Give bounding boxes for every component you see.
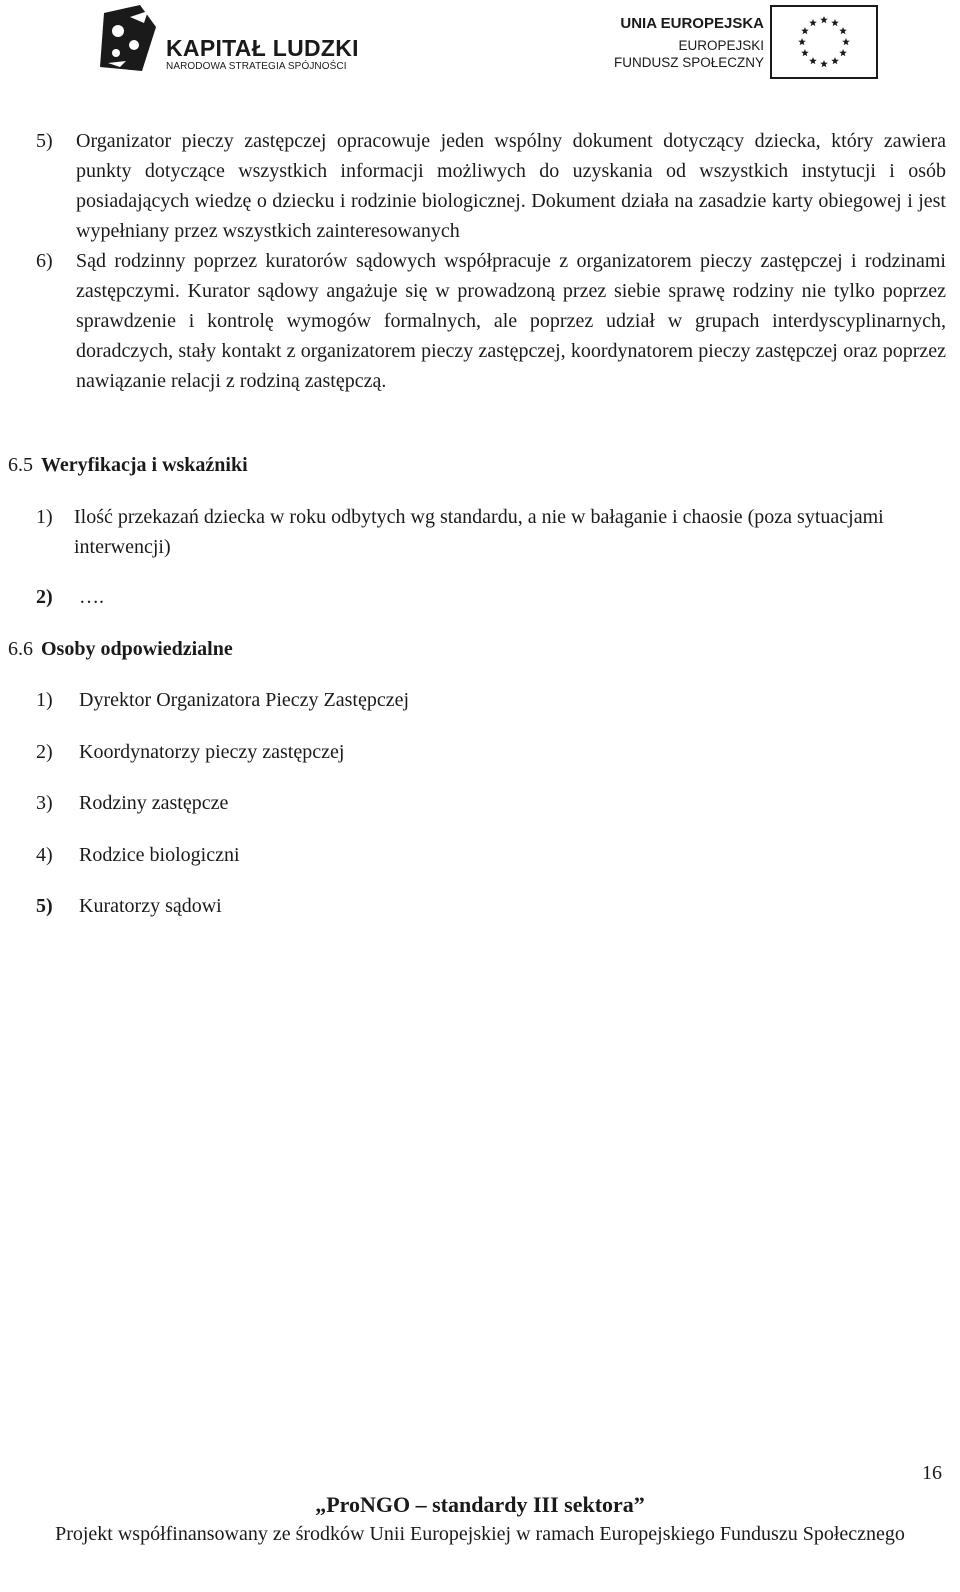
list-item-text: Kuratorzy sądowi [79, 895, 222, 917]
kapital-ludzki-logo [96, 5, 366, 73]
list-item-number: 1) [36, 689, 53, 711]
list-item-number: 2) [36, 586, 53, 608]
list-item-text: Koordynatorzy pieczy zastępczej [79, 741, 345, 763]
eu-star-icon [809, 57, 817, 64]
list-item [36, 685, 409, 715]
list-item-text: Organizator pieczy zastępczej opracowuje jeden wspólny dokument dotyczący dziecka, który zawiera punkty dotyczące wszystkich informacji możliwych do uzyskania od wszystkich instytucji i osób posiadających wiedzę o dziecku i rodzinie biologicznej. Dokument działa na zasadzie karty obiegowej i jest wypełniany przez wszystkich zainteresowanych [76, 130, 946, 242]
page-number: 16 [922, 1462, 942, 1484]
eu-star-icon [831, 19, 839, 26]
footer-funding-note: Projekt współfinansowany ze środków Unii Europejskiej w ramach Europejskiego Funduszu Społecznego [55, 1523, 905, 1545]
eu-logo-line3: FUNDUSZ SPOŁECZNY [613, 55, 764, 70]
section-title: Osoby odpowiedzialne [41, 638, 233, 660]
list-item [36, 840, 240, 870]
list-item [36, 246, 946, 396]
list-item [36, 891, 222, 921]
list-item [36, 737, 344, 767]
document-body [36, 126, 946, 396]
list-item-number: 1) [36, 506, 53, 528]
eu-star-icon [839, 49, 847, 56]
eu-star-icon [801, 49, 809, 56]
list-item [36, 788, 228, 818]
eu-star-icon [831, 57, 839, 64]
list-item-text: …. [79, 586, 104, 608]
eu-star-icon [801, 27, 809, 34]
eu-star-icon [820, 16, 828, 23]
eu-logo [600, 5, 890, 81]
eu-logo-line1: UNIA EUROPEJSKA [620, 15, 764, 32]
list-item-text: Sąd rodzinny poprzez kuratorów sądowych współpracuje z organizatorem pieczy zastępczej i rodzinami zastępczymi. Kurator sądowy angażuje się w prowadzoną przez siebie sprawę rodziny nie tylko poprzez sprawdzenie i kontrolę wymogów formalnych, ale poprzez udział w grupach interdyscyplinarnych, doradczych, stały kontakt z organizatorem pieczy zastępczej, koordynatorem pieczy zastępczej oraz poprzez nawiązanie relacji z rodziną zastępczą. [76, 250, 946, 392]
list-item-number: 6) [36, 250, 53, 272]
list-item-number: 5) [36, 130, 53, 152]
eu-logo-line2: EUROPEJSKI [678, 38, 764, 53]
kapital-ludzki-emblem-icon [96, 5, 166, 73]
eu-star-icon [842, 38, 850, 45]
kapital-ludzki-subtitle: NARODOWA STRATEGIA SPÓJNOŚCI [166, 61, 347, 72]
list-item [36, 582, 104, 612]
list-item-number: 3) [36, 792, 53, 814]
list-item [36, 502, 906, 562]
list-item-text: Ilość przekazań dziecka w roku odbytych wg standardu, a nie w bałaganie i chaosie (poza sytuacjami interwencji) [74, 506, 884, 558]
section-number: 6.5 [8, 454, 33, 476]
list-item-number: 4) [36, 844, 53, 866]
list-item-number: 2) [36, 741, 53, 763]
footer-title: „ProNGO – standardy III sektora” [315, 1492, 645, 1517]
eu-flag-icon [770, 5, 878, 79]
eu-star-icon [839, 27, 847, 34]
list-item-number: 5) [36, 895, 53, 917]
section-heading-6-6 [8, 634, 233, 664]
eu-stars-icon [772, 7, 876, 77]
list-item-text: Rodzice biologiczni [79, 844, 240, 866]
eu-star-icon [798, 38, 806, 45]
eu-star-icon [820, 60, 828, 67]
section-number: 6.6 [8, 638, 33, 660]
list-item-text: Rodziny zastępcze [79, 792, 229, 814]
list-item-text: Dyrektor Organizatora Pieczy Zastępczej [79, 689, 410, 711]
kapital-ludzki-title: KAPITAŁ LUDZKI [166, 35, 359, 61]
eu-star-icon [809, 19, 817, 26]
section-heading-6-5 [8, 450, 248, 480]
list-item [36, 126, 946, 246]
section-title: Weryfikacja i wskaźniki [41, 454, 248, 476]
